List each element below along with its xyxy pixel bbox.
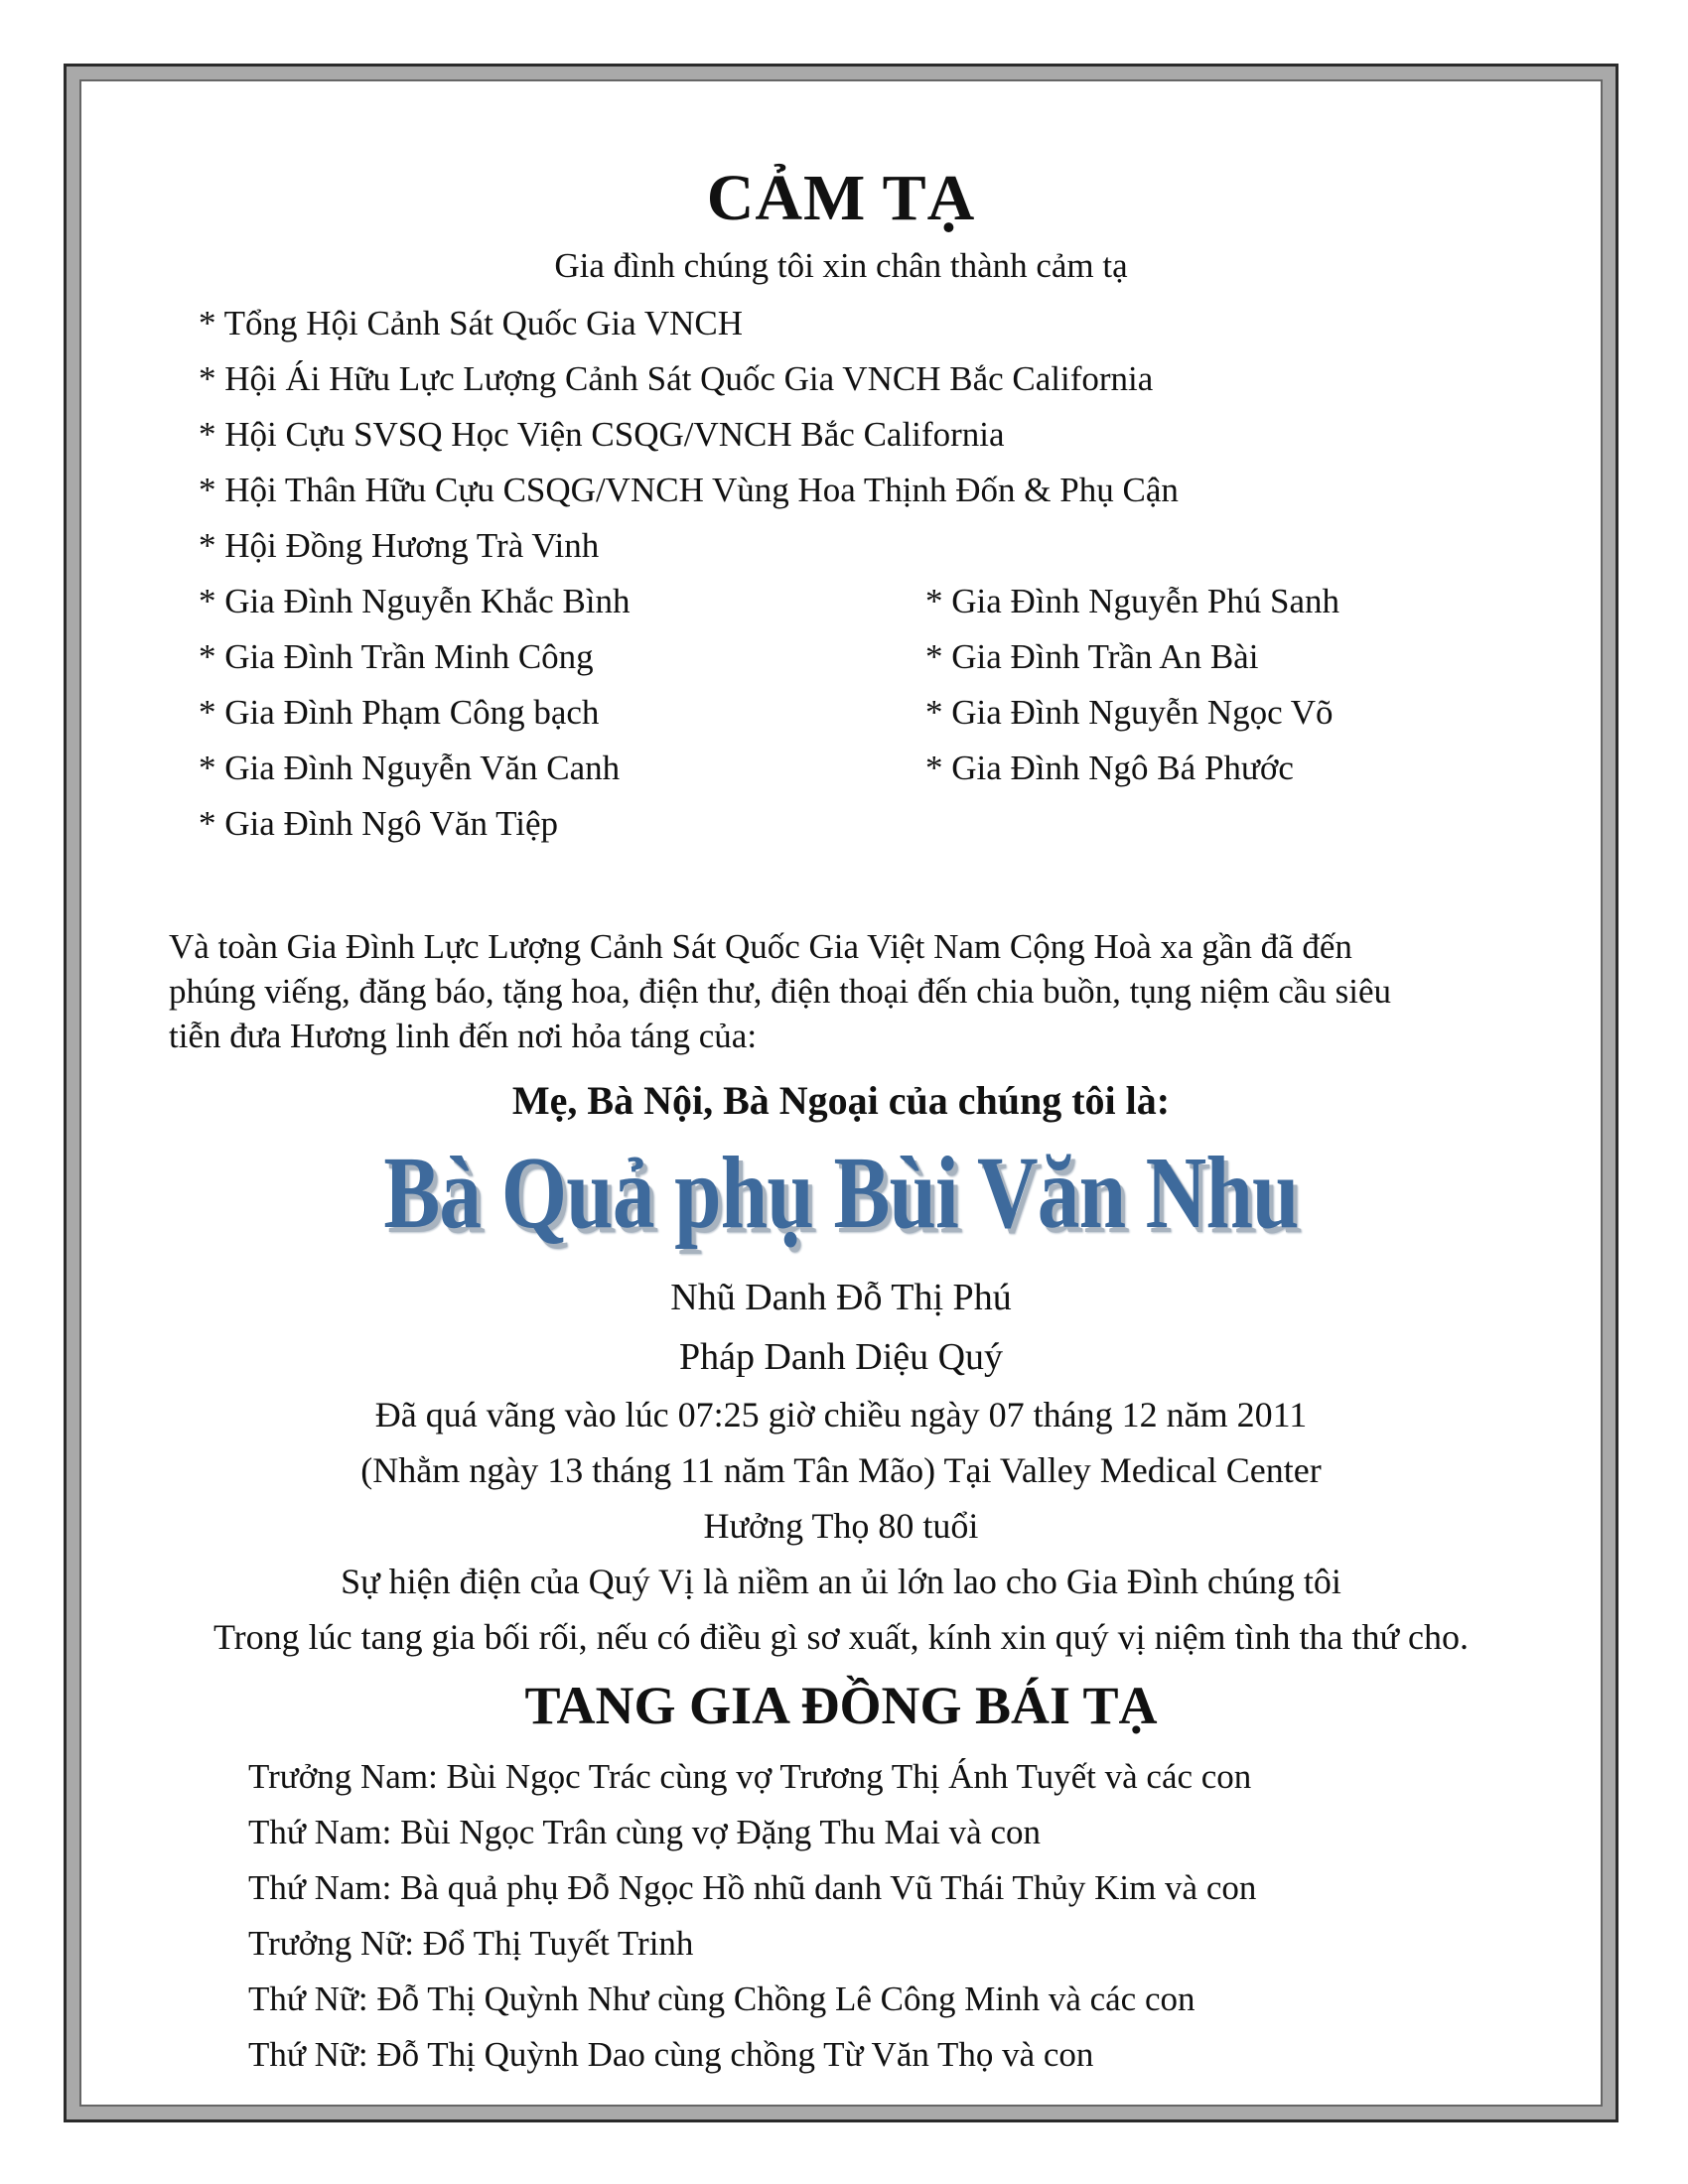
- list-item: * Gia Đình Ngô Bá Phước: [925, 749, 1294, 787]
- paragraph-line: tiễn đưa Hương linh đến nơi hỏa táng của:: [169, 1017, 758, 1055]
- list-row: [199, 741, 1539, 796]
- gratitude-line: Sự hiện điện của Quý Vị là niềm an ủi lớn lao cho Gia Đình chúng tôi: [341, 1562, 1341, 1601]
- paragraph-line: Và toàn Gia Đình Lực Lượng Cảnh Sát Quốc Gia Việt Nam Cộng Hoà xa gần đã đến: [169, 927, 1352, 966]
- list-item: * Gia Đình Trần An Bài: [925, 637, 1259, 676]
- list-item: Trưởng Nữ: Đổ Thị Tuyết Trinh: [248, 1924, 694, 1963]
- list-item: * Tổng Hội Cảnh Sát Quốc Gia VNCH: [199, 304, 743, 342]
- deceased-details: [81, 1268, 1601, 1665]
- age-line: Hưởng Thọ 80 tuổi: [703, 1506, 979, 1546]
- list-item: * Gia Đình Nguyễn Phú Sanh: [925, 582, 1340, 620]
- paragraph-line: phúng viếng, đăng báo, tặng hoa, điện thư, điện thoại đến chia buồn, tụng niệm cầu siêu: [169, 972, 1392, 1011]
- list-item: * Gia Đình Nguyễn Khắc Bình: [199, 582, 631, 620]
- list-item: * Hội Cựu SVSQ Học Viện CSQG/VNCH Bắc California: [199, 415, 1005, 454]
- list-item: Thứ Nam: Bà quả phụ Đỗ Ngọc Hồ nhũ danh Vũ Thái Thủy Kim và con: [248, 1868, 1257, 1907]
- deceased-lead: Mẹ, Bà Nội, Bà Ngoại của chúng tôi là:: [511, 1078, 1171, 1123]
- list-item: * Gia Đình Phạm Công bạch: [199, 693, 600, 732]
- list-item: * Gia Đình Ngô Văn Tiệp: [199, 804, 559, 843]
- list-item: Thứ Nam: Bùi Ngọc Trân cùng vợ Đặng Thu Mai và con: [248, 1813, 1041, 1851]
- list-item: * Hội Thân Hữu Cựu CSQG/VNCH Vùng Hoa Thịnh Đốn & Phụ Cận: [199, 471, 1179, 509]
- list-row: [199, 629, 1539, 685]
- list-item: * Gia Đình Trần Minh Công: [199, 637, 594, 676]
- list-item: Thứ Nữ: Đỗ Thị Quỳnh Như cùng Chồng Lê Công Minh và các con: [248, 1979, 1196, 2018]
- notice-panel: [79, 79, 1603, 2107]
- list-item: * Hội Ái Hữu Lực Lượng Cảnh Sát Quốc Gia VNCH Bắc California: [199, 359, 1154, 398]
- list-item: Thứ Nữ: Đỗ Thị Quỳnh Dao cùng chồng Từ Văn Thọ và con: [248, 2035, 1094, 2074]
- thanks-list: [199, 296, 1539, 852]
- dharma-name: Pháp Danh Diệu Quý: [678, 1336, 1004, 1378]
- deceased-name: Bà Quả phụ Bùi Văn Nhu: [383, 1136, 1299, 1250]
- thanks-paragraph: [169, 924, 1579, 1058]
- apology-line: Trong lúc tang gia bối rối, nếu có điều gì sơ xuất, kính xin quý vị niệm tình tha thứ cho.: [212, 1617, 1470, 1657]
- page-border: [64, 64, 1618, 2122]
- list-row: [199, 574, 1539, 629]
- intro-line: Gia đình chúng tôi xin chân thành cảm tạ: [554, 246, 1128, 285]
- family-heading: TANG GIA ĐỒNG BÁI TẠ: [524, 1676, 1158, 1735]
- family-list: [248, 1749, 1539, 2083]
- page-title: CẢM TẠ: [706, 162, 976, 234]
- passing-date: Đã quá vãng vào lúc 07:25 giờ chiều ngày 07 tháng 12 năm 2011: [374, 1395, 1308, 1434]
- list-item: * Gia Đình Nguyễn Văn Canh: [199, 749, 621, 787]
- list-item: * Hội Đồng Hương Trà Vinh: [199, 526, 600, 565]
- list-item: * Gia Đình Nguyễn Ngọc Võ: [925, 693, 1334, 732]
- lunar-date: (Nhằm ngày 13 tháng 11 năm Tân Mão) Tại Valley Medical Center: [360, 1450, 1322, 1490]
- list-row: [199, 685, 1539, 741]
- list-item: Trưởng Nam: Bùi Ngọc Trác cùng vợ Trương Thị Ánh Tuyết và các con: [248, 1757, 1252, 1796]
- maiden-name: Nhũ Danh Đỗ Thị Phú: [670, 1277, 1012, 1318]
